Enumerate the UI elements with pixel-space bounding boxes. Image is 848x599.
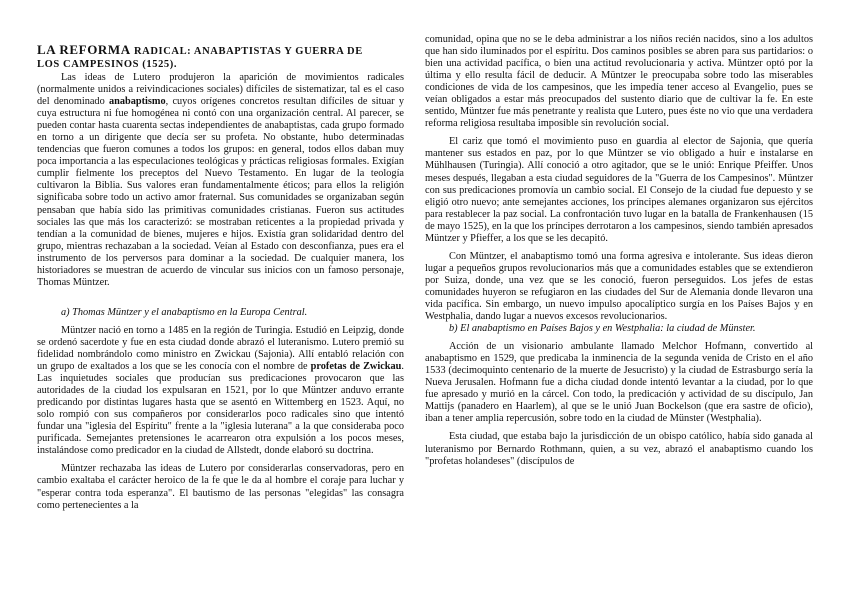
paragraph-continuation: comunidad, opina que no se le deba administrar a los niños recién nacidos, sino a los adultos que han sido iluminados por el espíritu. Dos caminos posibles se abren para sus partidarios: o bien una actividad pacífica, o bien una actitud revolucionaria y activa. Müntzer optó por la última y ello resulta fácil de deducir. A Müntzer le preocupaba sobre todo las miserables condiciones de vida de los campesinos, que les impedía tener acceso al Evangelio, pues se veían obligados a estar más preocupados del sustento diario que de cultivar la fe. En este sentido, Müntzer fue más penetrante y realista que Lutero, pues éste no vio que una verdadera reforma religiosa resultaba imposible sin revolución social. [425,34,813,130]
text-run: , cuyos orígenes concretos resultan difíciles de situar y cuya estructura ni fue homogénea ni contó con una organización central. Al parecer, se pueden contar hasta cuarenta sectas independientes de anabaptistas, cada grupo formado en torno a un dirigente que decía ser su profeta. No obstante, hubo determinadas tendencias que fueron comunes a todos los grupos: en general, todos ellos daban muy poca importancia a las especulaciones teológicas y prácticas religiosas formales. Exigían cumplir fielmente los preceptos del Nuevo Testamento. En lugar de la teología cultivaron la Biblia. Sus valores eran fundamentalmente éticos; para ellos la religión significaba sobre todo un activo amor fraternal. Sus comunidades se organizaban según pensaban que había sido las primitivas comunidades cristianas. Fueron sus actitudes sociales las que más los caracterizó: se mostraban reticentes a la propiedad privada y tendían a la comunidad de bienes, mujeres e hijos. Existía gran solidaridad dentro del grupo, mientras rechazaban a la sociedad. Veían al Estado con desconfianza, pues era el instrumento de los perversos para dominar a la sociedad. De cualquier manera, los historiadores se muestran de acuerdo de vincular sus inicios con un famoso personaje, Thomas Müntzer. [37,96,404,288]
paragraph-munster: Esta ciudad, que estaba bajo la jurisdicción de un obispo católico, había sido ganada al luteranismo por Bernardo Rothmann, quien, a su vez, abrazó el anabaptismo cuando los "profetas holandeses" (discípulos de [425,431,813,467]
bold-term: profetas de Zwickau [310,361,402,373]
paragraph-hofmann: Acción de un visionario ambulante llamado Melchor Hofmann, convertido al anabaptismo en 1529, que predicaba la inminencia de la segunda venida de Cristo en el año 1533 (decimoquinto centenario de la muerte de Jesucristo) y la ciudad de Estrasburgo sería la Nueva Jerusalen. Hofmann fue a dicha ciudad donde intentó levantar a la ciudad, por lo que fue apresado y murió en la cárcel. Con todo, la predicación y actividad de su discípulo, Jan Mattijs (panadero en Haarlem), al que se le unió Juan Bockelson (que era sastre de oficio), iban a tener amplia repercusión, sobre todo en la ciudad de Münster (Westphalia). [425,341,813,425]
paragraph-frankenhausen: El cariz que tomó el movimiento puso en guardia al elector de Sajonia, que quería mantener sus estados en paz, por lo que Müntzer se vio obligado a huir e instalarse en Mühlhausen (Turingia). Allí conoció a otro agitador, que se le unió: Enrique Pfeiffer. Unos meses después, llegaban a esta ciudad seguidores de la "Guerra de los Campesinos". Müntzer con sus predicaciones promovía un cambio social. El Consejo de la ciudad fue depuesto y se eligió otro nuevo; ante semejantes acciones, los príncipes alemanes organizaron sus ejércitos para restablecer la paz social. La confrontación tuvo lugar en la batalla de Frankenhausen (15 de mayo 1525), en la que los príncipes derrotaron a los campesinos, siendo también apresados Müntzer y Pfieffer, a los que se les decapitó. [425,136,813,244]
subheading-b: b) El anabaptismo en Países Bajos y en Westphalia: la ciudad de Münster. [449,323,756,335]
paragraph-anabaptism-intro [37,72,404,289]
bold-term: anabaptismo [108,96,166,108]
subheading-a: a) Thomas Müntzer y el anabaptismo en la Europa Central. [61,306,308,318]
section-title [37,44,404,71]
title-rest: RADICAL: ANABAPTISTAS Y GUERRA DE [130,46,363,57]
text-run: . Las inquietudes sociales que producían sus predicaciones provocaron que las autoridades de la ciudad los expulsaran en 1521, por lo que Müntzer anduvo errante predicando por distintas lugares hasta que se asentó en Wittemberg en 1523. Aquí, no solo rompió con sus compañeros por considerarlos poco radicales sino que intentó fundar una "iglesia del Espíritu" frente a la "iglesia luterana" a la que consideraba poco purificada. Semejantes pretensiones le acarrearon otra expulsión a los pocos meses, instalándose como predicador en la ciudad de Allstedt, donde elaboró su doctrina. [37,361,404,457]
paragraph-muntzer-doctrine: Müntzer rechazaba las ideas de Lutero por considerarlas conservadoras, pero en cambio exaltaba el carácter heroico de la fe que le da al hombre el coraje para luchar y "esperar contra toda esperanza". El bautismo de las personas "elegidas" las consagra como pertenecientes a la [37,463,404,511]
paragraph-muntzer-bio [37,325,404,458]
title-main: LA REFORMA [37,42,131,57]
left-column [37,44,404,512]
right-column [425,34,813,468]
paragraph-aggressive-form: Con Müntzer, el anabaptismo tomó una forma agresiva e intolerante. Sus ideas dieron lugar a pequeños grupos revolucionarios más que a comunidades estables que se extendieron por Suiza, donde, una vez que se les conoció, fueron perseguidos. Los jefes de estas comunidades huyeron se refugiaron en las ciudades del Sur de Alemania donde llevaron una vida pacífica. Sin embargo, un nuevo impulso apocalíptico surgía en los Países Bajos y en Westphalia, dando lugar a nuevos excesos revolucionarios. [425,250,813,323]
text-run: Las ideas de Lutero produjeron la aparición de movimientos radicales (normalmente unidos a reivindicaciones sociales) difíciles de sistematizar, tal es el caso del denominado [37,72,404,108]
text-run: Müntzer nació en torno a 1485 en la región de Turingia. Estudió en Leipzig, donde se ordenó sacerdote y fue en esta ciudad donde abrazó el luteranismo. Lutero premió su fidelidad nombrándolo como ministro en Zwickau (Sajonia). Allí entabló relación con un grupo de exaltados a los que se les conocía con el nombre de [37,324,404,373]
title-line2: LOS CAMPESINOS (1525). [37,58,178,70]
